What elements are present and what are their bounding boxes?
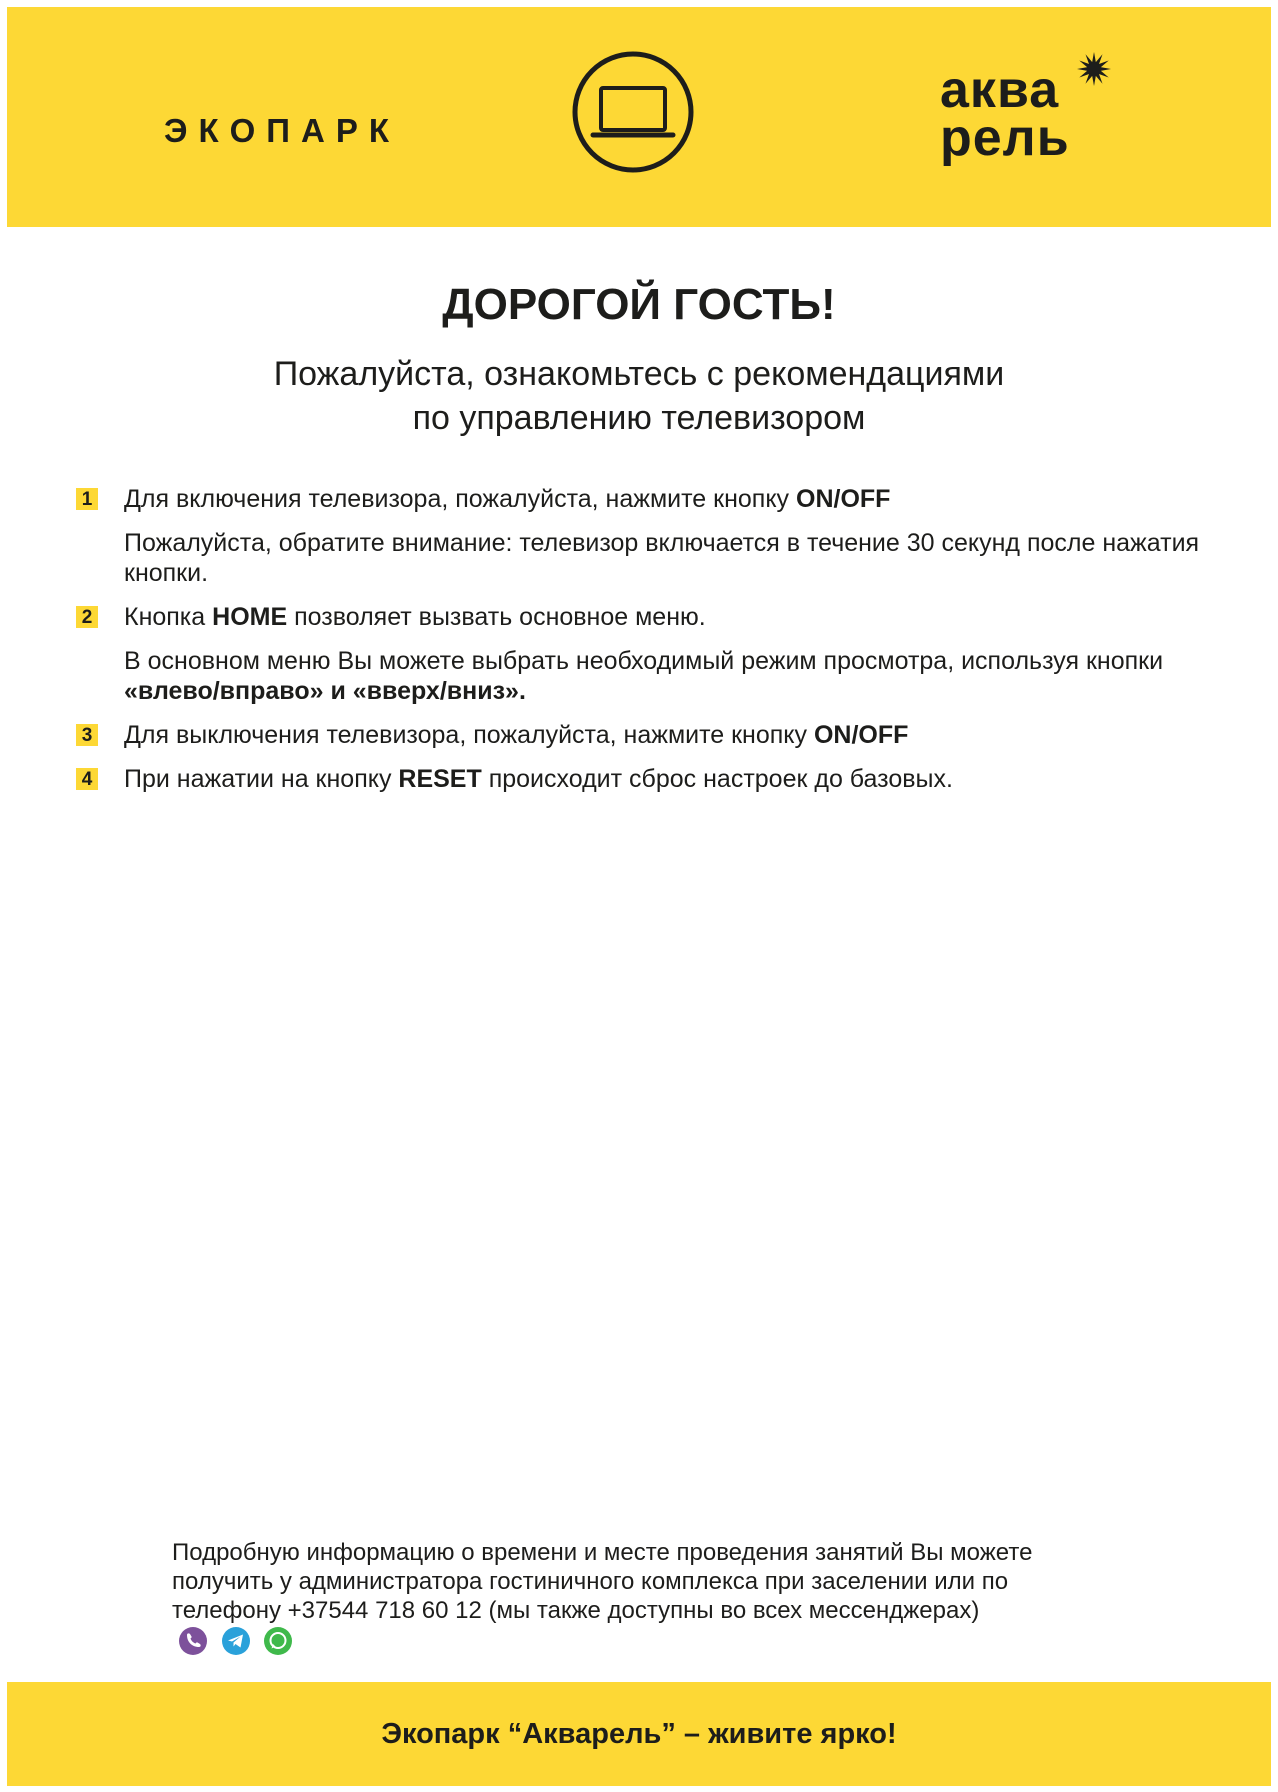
akvarel-logo-line2: рель bbox=[940, 109, 1070, 167]
subtitle-line1: Пожалуйста, ознакомьтесь с рекомендациями bbox=[273, 355, 1005, 393]
laptop-icon bbox=[571, 50, 695, 174]
instruction-step-3 bbox=[76, 720, 1226, 750]
contact-info bbox=[172, 1538, 1112, 1656]
step-number-badge: 3 bbox=[76, 724, 98, 746]
instruction-step-1 bbox=[76, 484, 1226, 588]
telegram-icon[interactable] bbox=[221, 1626, 251, 1656]
step-note: В основном меню Вы можете выбрать необходимый режим просмотра, используя кнопки «влево/вправо» и «вверх/вниз». bbox=[124, 647, 1164, 705]
step-text: Для включения телевизора, пожалуйста, нажмите кнопку ON/OFF bbox=[124, 485, 891, 513]
instruction-step-4 bbox=[76, 764, 1226, 794]
contact-info-text: Подробную информацию о времени и месте проведения занятий Вы можете получить у администратора гостиничного комплекса при заселении или по телефону +37544 718 60 12 (мы также доступны во всех мессенджерах) bbox=[172, 1539, 1033, 1624]
step-text: Кнопка HOME позволяет вызвать основное меню. bbox=[124, 603, 706, 631]
step-number-badge: 2 bbox=[76, 606, 98, 628]
instruction-step-2 bbox=[76, 602, 1226, 706]
viber-icon[interactable] bbox=[178, 1626, 208, 1656]
subtitle-line2: по управлению телевизором bbox=[412, 399, 866, 437]
page-title: ДОРОГОЙ ГОСТЬ! bbox=[442, 280, 836, 329]
messenger-icons bbox=[178, 1625, 299, 1656]
instruction-list bbox=[76, 484, 1226, 794]
step-text: При нажатии на кнопку RESET происходит сброс настроек до базовых. bbox=[124, 765, 953, 793]
ekopark-logo: ЭКОПАРК bbox=[164, 112, 400, 149]
sun-flower-icon bbox=[1076, 51, 1112, 87]
akvarel-logo-line1: аква bbox=[940, 61, 1060, 119]
step-text: Для выключения телевизора, пожалуйста, нажмите кнопку ON/OFF bbox=[124, 721, 909, 749]
page-subtitle bbox=[0, 352, 1278, 440]
step-note: Пожалуйста, обратите внимание: телевизор включается в течение 30 секунд после нажатия кнопки. bbox=[124, 529, 1200, 587]
akvarel-logo bbox=[940, 61, 1070, 167]
step-number-badge: 1 bbox=[76, 488, 98, 510]
footer-banner: Экопарк “Акварель” – живите ярко! bbox=[7, 1682, 1271, 1786]
whatsapp-icon[interactable] bbox=[263, 1626, 293, 1656]
step-number-badge: 4 bbox=[76, 768, 98, 790]
